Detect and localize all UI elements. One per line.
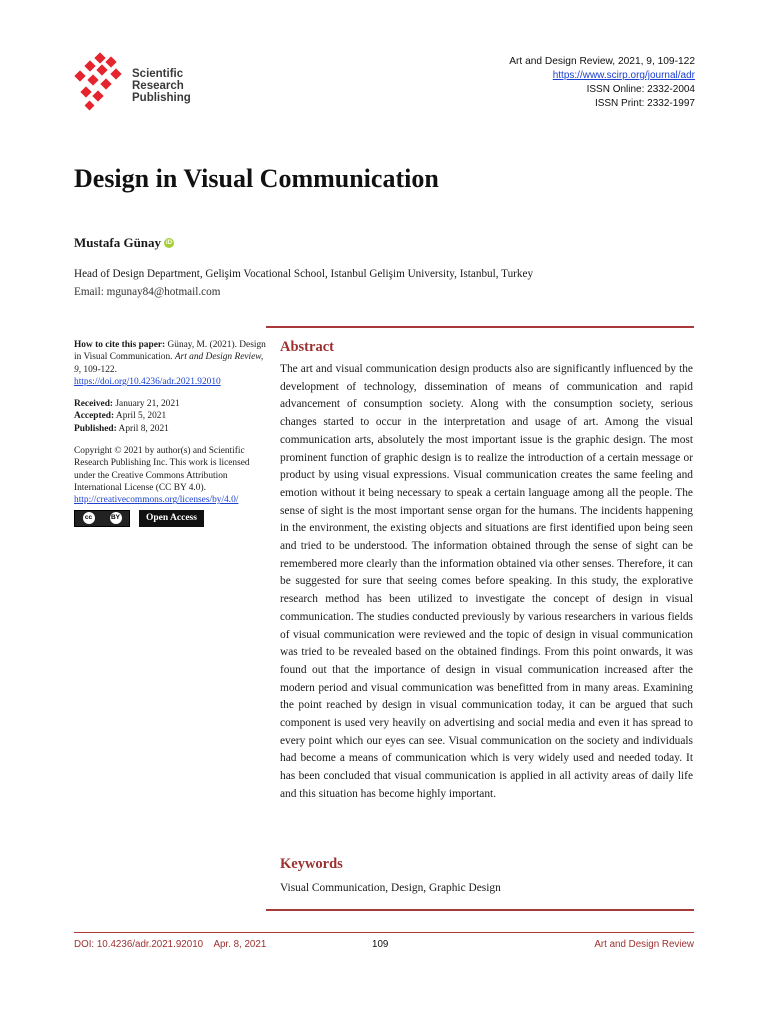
cite-pages: , 109-122. bbox=[78, 364, 117, 375]
publisher-logo-mark-icon bbox=[72, 52, 130, 112]
article-sidebar bbox=[74, 339, 266, 527]
author bbox=[74, 235, 174, 251]
journal-citation: Art and Design Review, 2021, 9, 109-122 bbox=[509, 56, 695, 67]
abstract-heading: Abstract bbox=[280, 339, 334, 355]
open-access-badge: Open Access bbox=[139, 510, 204, 527]
received-date: January 21, 2021 bbox=[113, 399, 180, 410]
article-title: Design in Visual Communication bbox=[74, 164, 439, 193]
doi-link[interactable]: https://doi.org/10.4236/adr.2021.92010 bbox=[74, 376, 221, 387]
footer-doi-date: DOI: 10.4236/adr.2021.92010 Apr. 8, 2021 bbox=[74, 939, 267, 950]
journal-url-link[interactable]: https://www.scirp.org/journal/adr bbox=[552, 70, 695, 81]
accepted-date: April 5, 2021 bbox=[114, 411, 167, 422]
license-badges bbox=[74, 510, 266, 527]
received-label: Received: bbox=[74, 399, 114, 410]
author-name: Mustafa Günay bbox=[74, 235, 162, 250]
cc-icon: cc bbox=[83, 512, 95, 524]
citation-block bbox=[74, 339, 266, 388]
publisher-name bbox=[132, 68, 191, 104]
page-number: 109 bbox=[372, 939, 389, 950]
author-email: Email: mgunay84@hotmail.com bbox=[74, 286, 221, 298]
abstract-top-rule bbox=[266, 326, 694, 328]
publisher-name-line1: Scientific bbox=[132, 68, 184, 80]
author-affiliation: Head of Design Department, Gelişim Vocational School, Istanbul Gelişim University, Istanbul, Turkey bbox=[74, 268, 534, 280]
dates-block bbox=[74, 398, 266, 435]
cite-journal: Art and Design Review, 9 bbox=[74, 352, 264, 375]
issn-online: ISSN Online: 2332-2004 bbox=[586, 84, 695, 95]
cite-text: Günay, M. (2021). Design in Visual Communication. bbox=[74, 340, 266, 363]
copyright-block bbox=[74, 445, 266, 506]
issn-print: ISSN Print: 2332-1997 bbox=[594, 98, 695, 109]
cc-by-badge[interactable] bbox=[74, 510, 130, 527]
accepted-label: Accepted: bbox=[74, 411, 115, 422]
abstract-text: The art and visual communication design products also are significantly influenced by the development of technology, dissemination of means of communication and rapid advancement of consumption society. Along with the consumption society, serious changes started to occur in the interpretation and usage of art. Among the visual communication arts, absolutely the most important issue is the graphic design. The most prominent function of graphic design is to realize the introduction of a certain message or product by using visual expressions. Visual communication creates the same feeling and emotion without it being necessary to speak a certain language among all the people. The sense of sight is the most important sense organ for the humans. The incidents happening in the environment, the existing objects and situations are first identified upon being seen and tried to be understood. The information obtained through the sense of sight can be remembered more clearly than the information obtained via other senses. Therefore, it can be suggested for sure that seeing comes before speaking. In this study, the explorative research method has been utilized to investigate the concept of design in visual communication. The studies conducted previously by various researchers in various fields of visual communication were reviewed and the topic of design in visual communication was tried to be revealed based on the obtained findings. From this point onwards, it was found out that the importance of design in visual communication increased after the modern period and visual communication was benefitted from in many areas. Examining the point reached by design in visual communication today, it can be argued that such component is used very heavily on advertising and social media and even it has spread to every point which our eyes can see. Visual communication on the society and individuals had become a means of communication which is very widely used and needed today. It has been concluded that visual communication is applied in all activity areas of daily life and this situation has become highly important. bbox=[280, 363, 693, 800]
license-link[interactable]: http://creativecommons.org/licenses/by/4.0/ bbox=[74, 495, 239, 506]
by-icon: BY bbox=[110, 512, 122, 524]
keywords-heading: Keywords bbox=[280, 856, 343, 872]
keywords-text: Visual Communication, Design, Graphic Design bbox=[280, 882, 501, 894]
publisher-name-line2: Research bbox=[132, 80, 184, 92]
copyright-text: Copyright © 2021 by author(s) and Scientific Research Publishing Inc. This work is licensed under the Creative Commons Attribution International License (CC BY 4.0). bbox=[74, 446, 250, 493]
published-label: Published: bbox=[74, 423, 117, 434]
footer-journal-name: Art and Design Review bbox=[594, 939, 694, 950]
journal-info bbox=[509, 55, 695, 111]
keywords-bottom-rule bbox=[266, 909, 694, 911]
cite-label: How to cite this paper: bbox=[74, 340, 166, 350]
publisher-name-line3: Publishing bbox=[132, 92, 191, 104]
published-date: April 8, 2021 bbox=[116, 423, 169, 434]
publisher-logo bbox=[72, 52, 212, 112]
footer-rule bbox=[74, 932, 694, 933]
orcid-icon[interactable]: iD bbox=[166, 240, 173, 246]
